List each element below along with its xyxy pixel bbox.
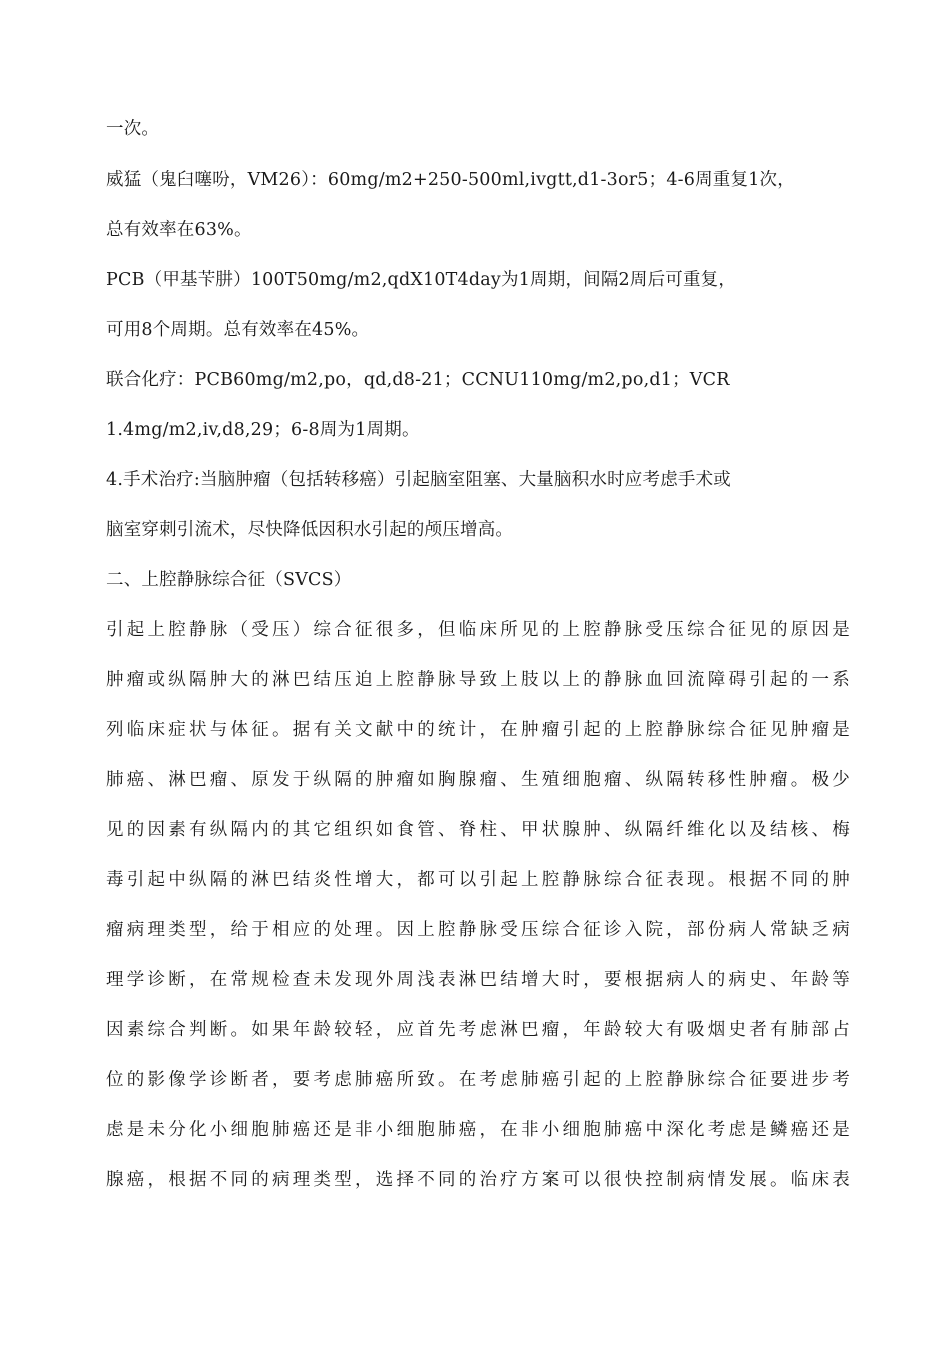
text-line: 脑室穿刺引流术，尽快降低因积水引起的颅压增高。 [106, 520, 514, 540]
text-line: 联合化疗：PCB60mg/m2,po，qd,d8-21；CCNU110mg/m2,po,d1；VCR [106, 370, 730, 390]
text-line: 毒引起中纵隔的淋巴结炎性增大，都可以引起上腔静脉综合征表现。根据不同的肿 [106, 870, 850, 890]
text-line: PCB（甲基苄肼）100T50mg/m2,qdX10T4day为1周期，间隔2周后可重复， [106, 270, 737, 290]
text-line: 总有效率在63%。 [106, 220, 252, 240]
text-line: 瘤病理类型，给于相应的处理。因上腔静脉受压综合征诊入院，部份病人常缺乏病 [106, 920, 850, 940]
section-heading: 二、上腔静脉综合征（SVCS） [106, 570, 352, 590]
text-line: 4.手术治疗:当脑肿瘤（包括转移癌）引起脑室阻塞、大量脑积水时应考虑手术或 [106, 470, 731, 490]
text-line: 肿瘤或纵隔肿大的淋巴结压迫上腔静脉导致上肢以上的静脉血回流障碍引起的一系 [106, 670, 850, 690]
text-line: 威猛（鬼臼噻吩，VM26）：60mg/m2+250-500ml,ivgtt,d1-3or5；4-6周重复1次， [106, 170, 795, 190]
text-line: 肺癌、淋巴瘤、原发于纵隔的肿瘤如胸腺瘤、生殖细胞瘤、纵隔转移性肿瘤。极少 [106, 770, 850, 790]
text-line: 虑是未分化小细胞肺癌还是非小细胞肺癌，在非小细胞肺癌中深化考虑是鳞癌还是 [106, 1120, 850, 1140]
text-line: 因素综合判断。如果年龄较轻，应首先考虑淋巴瘤，年龄较大有吸烟史者有肺部占 [106, 1020, 850, 1040]
text-line: 腺癌，根据不同的病理类型，选择不同的治疗方案可以很快控制病情发展。临床表 [106, 1170, 850, 1190]
text-line: 理学诊断，在常规检查未发现外周浅表淋巴结增大时，要根据病人的病史、年龄等 [106, 970, 850, 990]
text-line: 见的因素有纵隔内的其它组织如食管、脊柱、甲状腺肿、纵隔纤维化以及结核、梅 [106, 820, 850, 840]
text-line: 一次。 [106, 119, 160, 139]
text-line: 列临床症状与体征。据有关文献中的统计，在肿瘤引起的上腔静脉综合征见肿瘤是 [106, 720, 850, 740]
text-line: 位的影像学诊断者，要考虑肺癌所致。在考虑肺癌引起的上腔静脉综合征要进步考 [106, 1070, 850, 1090]
text-line: 可用8个周期。总有效率在45%。 [106, 320, 370, 340]
text-line: 1.4mg/m2,iv,d8,29；6-8周为1周期。 [106, 420, 420, 440]
text-line: 引起上腔静脉（受压）综合征很多，但临床所见的上腔静脉受压综合征见的原因是 [106, 620, 850, 640]
